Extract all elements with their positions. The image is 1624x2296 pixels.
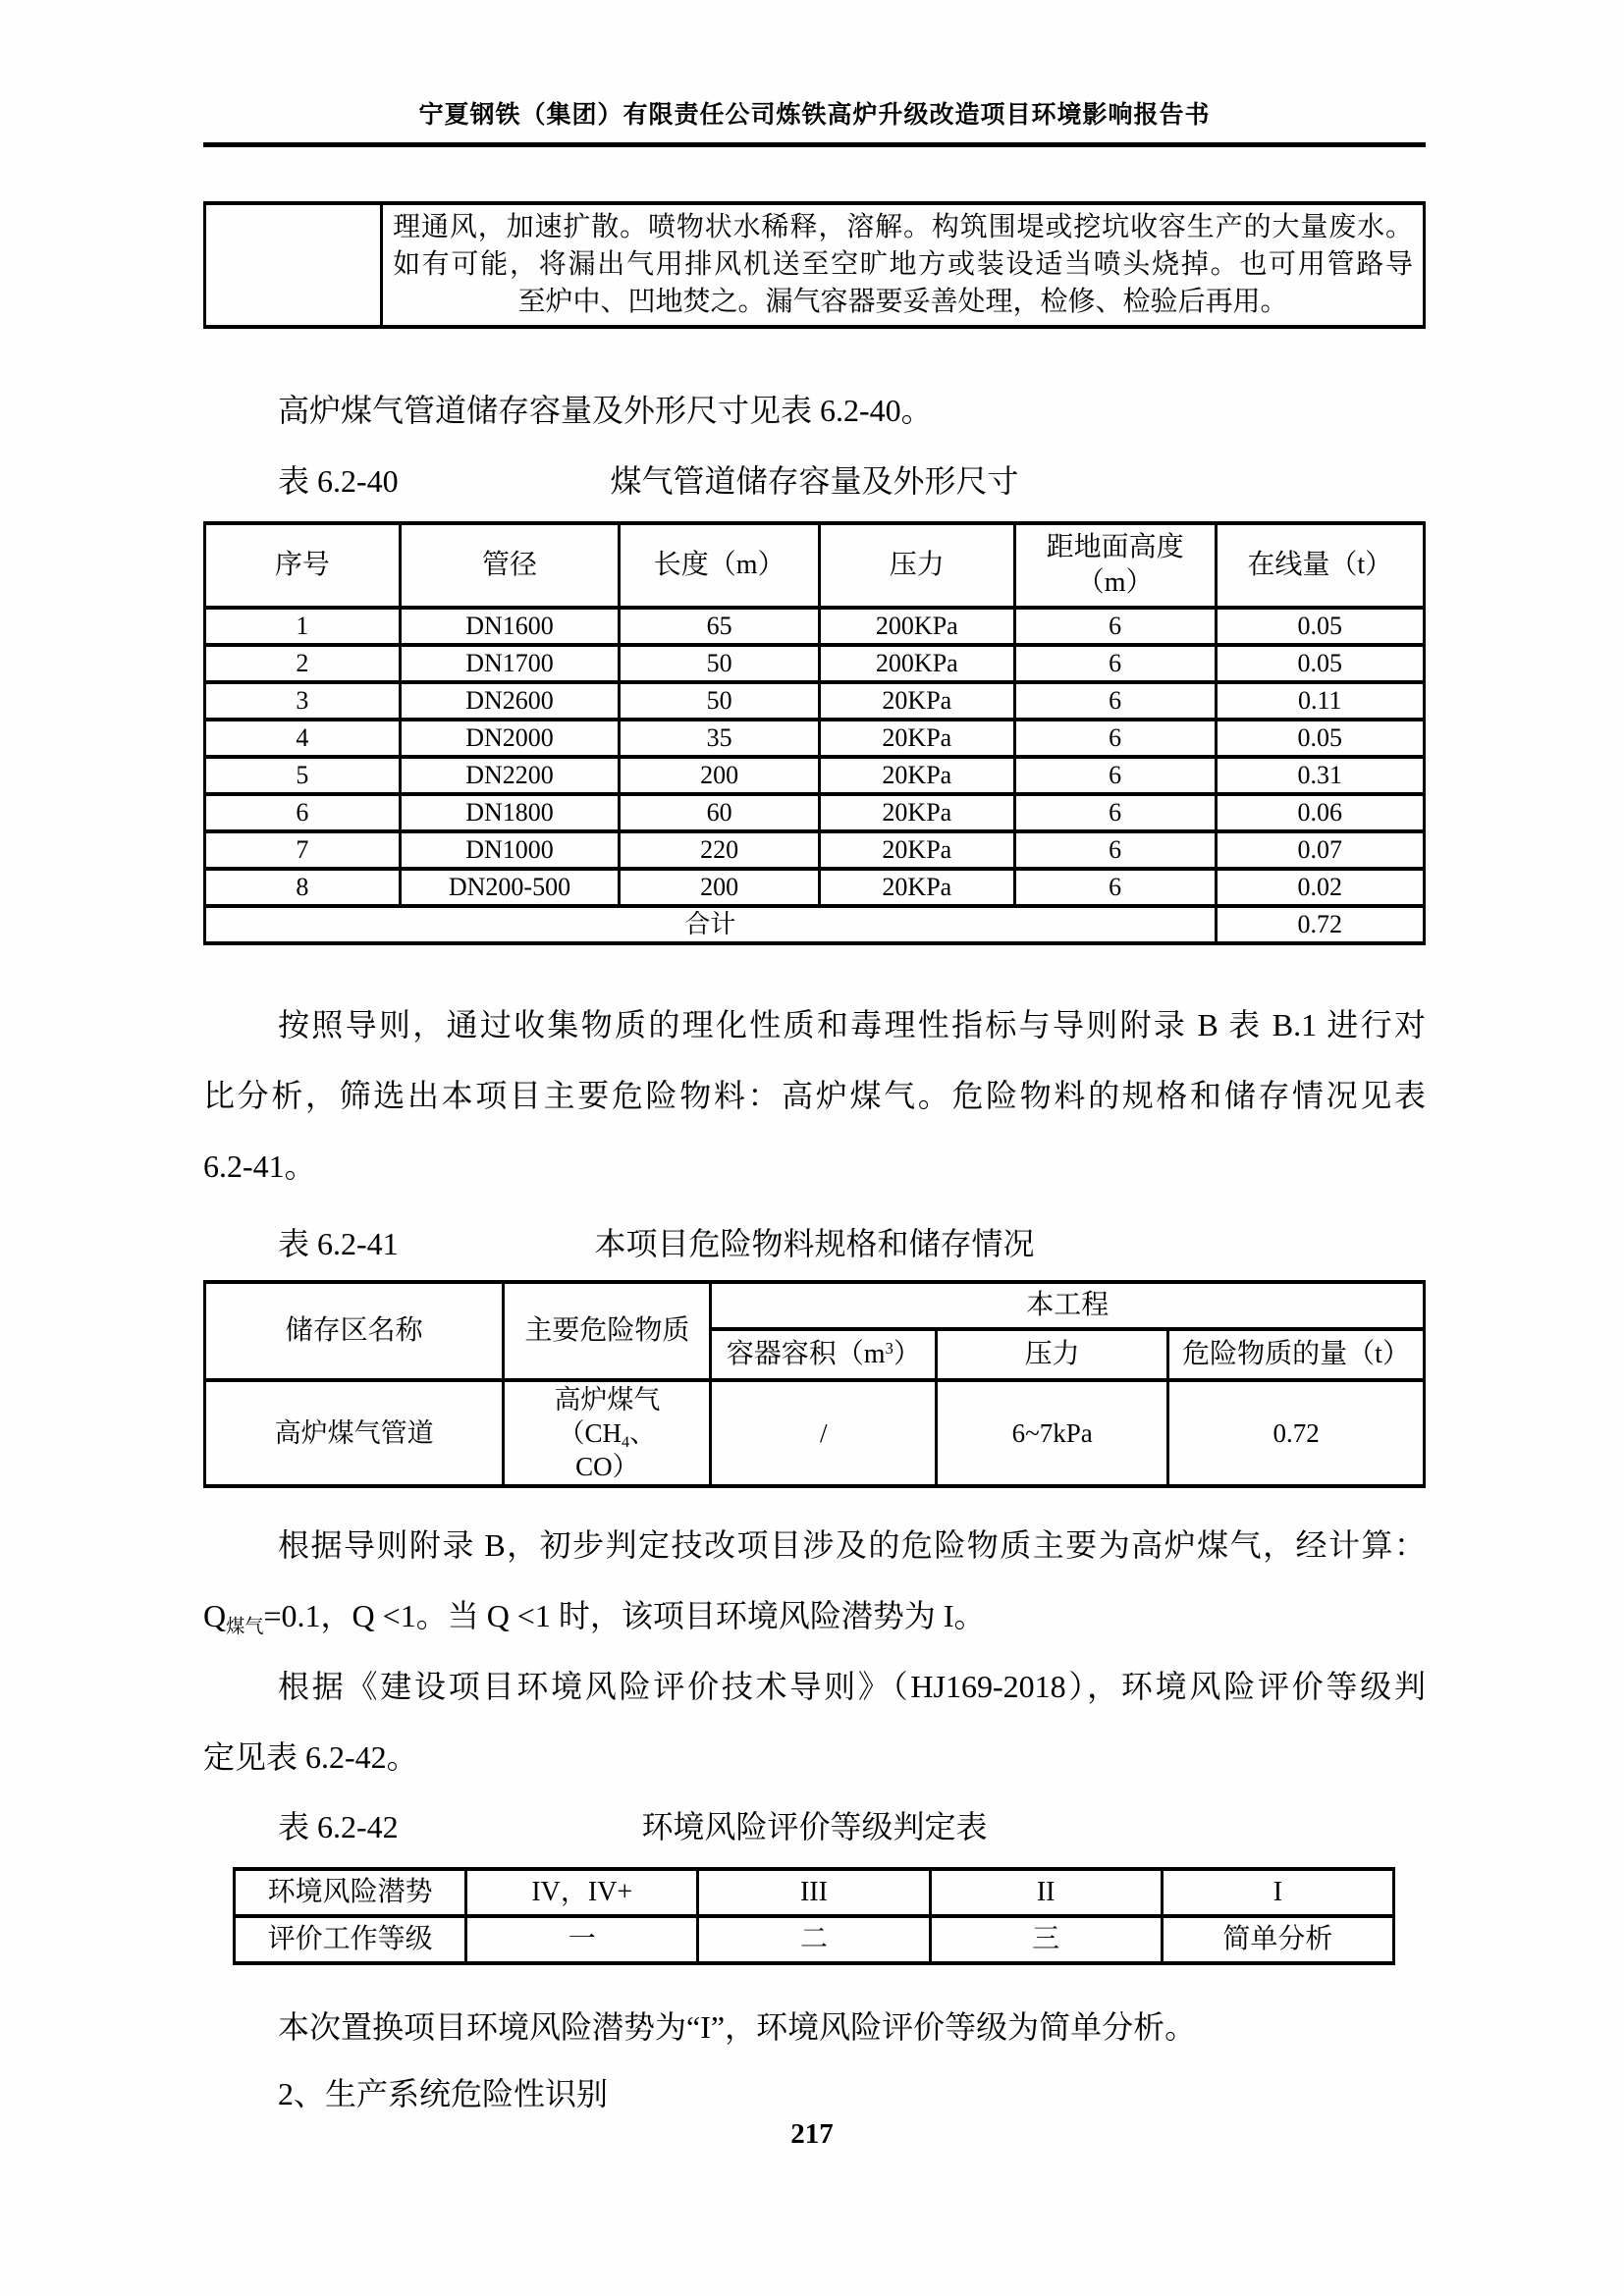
table-cell: 6 [205, 794, 401, 831]
table-cell: 20KPa [819, 682, 1014, 720]
table-cell: DN2200 [400, 757, 620, 794]
paragraph-analysis [203, 989, 1426, 1201]
table-cell: 200KPa [819, 645, 1014, 682]
table-cell: 0.05 [1216, 720, 1424, 757]
table-cell: I [1162, 1869, 1393, 1916]
table-cell: 0.72 [1168, 1380, 1425, 1486]
table-row [235, 1916, 1394, 1963]
table-cell: 1 [205, 608, 401, 645]
table-cell: 三 [930, 1916, 1162, 1963]
table-row [205, 757, 1425, 794]
continuation-table [203, 201, 1426, 329]
table-cell: 0.05 [1216, 608, 1424, 645]
table-cell: 200 [620, 757, 820, 794]
table-6-2-41 [203, 1280, 1426, 1488]
column-header: 压力 [937, 1329, 1168, 1380]
paragraph-intro: 高炉煤气管道储存容量及外形尺寸见表 6.2-40。 [278, 393, 933, 428]
table-cell: 65 [620, 608, 820, 645]
table-row [205, 608, 1425, 645]
column-header: 储存区名称 [205, 1282, 504, 1380]
column-header: 主要危险物质 [504, 1282, 711, 1380]
paragraph-line: 比分析，筛选出本项目主要危险物料：高炉煤气。危险物料的规格和储存情况见表 [203, 1078, 1426, 1113]
table-cell: DN1800 [400, 794, 620, 831]
table-cell: 220 [620, 831, 820, 869]
table42-caption-label: 表 6.2-42 [278, 1809, 399, 1844]
table-cell: 6 [1014, 757, 1216, 794]
table-cell: 0.31 [1216, 757, 1424, 794]
column-header: 距地面高度（m） [1014, 523, 1216, 608]
row-header: 环境风险潜势 [235, 1869, 466, 1916]
table-row [235, 1869, 1394, 1916]
superscript: 3 [885, 1338, 893, 1358]
table-cell: DN1600 [400, 608, 620, 645]
paragraph-line: 根据导则附录 B，初步判定技改项目涉及的危险物质主要为高炉煤气，经计算： [278, 1527, 1426, 1563]
paragraph-conclusion: 本次置换项目环境风险潜势为“I”，环境风险评价等级为简单分析。 [278, 2009, 1197, 2045]
table-cell: 6 [1014, 608, 1216, 645]
section-heading: 2、生产系统危险性识别 [278, 2076, 609, 2111]
row-header: 评价工作等级 [235, 1916, 466, 1963]
paragraph-line-q: $Q_{煤气}=0.1$，Q <1。当 Q <1 时，该项目环境风险潜势为 I。 [203, 1598, 986, 1637]
table-cell: 4 [205, 720, 401, 757]
table-row [205, 831, 1425, 869]
table-cell: 5 [205, 757, 401, 794]
table-row [205, 203, 1425, 327]
table-cell: 0.05 [1216, 645, 1424, 682]
table41-caption [203, 1223, 1426, 1264]
paragraph-grade [203, 1651, 1426, 1792]
measure-text-line: 理通风，加速扩散。喷物状水稀释，溶解。构筑围堤或挖坑收容生产的大量废水。 [393, 212, 1413, 242]
table-cell: 20KPa [819, 720, 1014, 757]
table41-caption-title: 本项目危险物料规格和储存情况 [594, 1226, 1035, 1261]
table-6-2-40 [203, 521, 1426, 945]
table-cell: 6 [1014, 645, 1216, 682]
header-rule [203, 142, 1426, 147]
page-number: 217 [790, 2118, 834, 2150]
table-cell: IV，IV+ [466, 1869, 698, 1916]
table-cell: 50 [620, 645, 820, 682]
table-cell: DN2600 [400, 682, 620, 720]
column-header-project: 本工程 [711, 1282, 1425, 1329]
table-cell: 6 [1014, 682, 1216, 720]
subscript: 4 [622, 1432, 630, 1451]
table-cell: 一 [466, 1916, 698, 1963]
table-cell: 20KPa [819, 794, 1014, 831]
table-cell-measures [382, 203, 1425, 327]
total-label-cell: 合计 [205, 906, 1217, 943]
table-cell: 简单分析 [1162, 1916, 1393, 1963]
table-cell: 7 [205, 831, 401, 869]
table40-caption-label: 表 6.2-40 [278, 463, 399, 499]
table-cell: / [711, 1380, 937, 1486]
table-cell: DN1000 [400, 831, 620, 869]
table-cell: 200KPa [819, 608, 1014, 645]
paragraph-risk-calc [203, 1510, 1426, 1651]
column-header-volume: 容器容积$(m^3)$ [711, 1329, 937, 1380]
paragraph-line: 按照导则，通过收集物质的理化性质和毒理性指标与导则附录 B 表 B.1 进行对 [278, 1007, 1426, 1042]
table-cell: DN200-500 [400, 869, 620, 906]
table41-caption-label: 表 6.2-41 [278, 1226, 399, 1261]
paragraph-line: 定见表 6.2-42。 [203, 1739, 418, 1775]
table-cell: 2 [205, 645, 401, 682]
table-row [205, 1380, 1425, 1486]
table-cell: 60 [620, 794, 820, 831]
subscript: 煤气 [226, 1616, 264, 1637]
paragraph-line: 根据《建设项目环境风险评价技术导则》（HJ169-2018），环境风险评价等级判 [278, 1669, 1426, 1704]
column-header: 危险物质的量（t） [1168, 1329, 1425, 1380]
table42-caption [203, 1806, 1426, 1847]
table-row [205, 682, 1425, 720]
table42-caption-title: 环境风险评价等级判定表 [641, 1809, 988, 1844]
column-header: 管径 [400, 523, 620, 608]
table-row [205, 720, 1425, 757]
table-cell: 8 [205, 869, 401, 906]
table-cell: 6 [1014, 794, 1216, 831]
table-cell: 35 [620, 720, 820, 757]
table-cell: DN2000 [400, 720, 620, 757]
table-cell: 3 [205, 682, 401, 720]
table-cell: 20KPa [819, 831, 1014, 869]
paragraph-line: 6.2-41。 [203, 1148, 316, 1184]
table-cell: 0.07 [1216, 831, 1424, 869]
table40-caption-title: 煤气管道储存容量及外形尺寸 [610, 463, 1019, 499]
table-cell: 二 [698, 1916, 930, 1963]
column-header: 压力 [819, 523, 1014, 608]
table-cell: 50 [620, 682, 820, 720]
table-cell: 20KPa [819, 757, 1014, 794]
column-header: 在线量（t） [1216, 523, 1424, 608]
table-cell: III [698, 1869, 930, 1916]
table-cell: DN1700 [400, 645, 620, 682]
table-header-row [205, 523, 1425, 608]
table-cell: 0.11 [1216, 682, 1424, 720]
table-cell: 6 [1014, 720, 1216, 757]
table-row [205, 869, 1425, 906]
table-row [205, 645, 1425, 682]
report-header-title: 宁夏钢铁（集团）有限责任公司炼铁高炉升级改造项目环境影响报告书 [418, 102, 1211, 129]
table-cell: II [930, 1869, 1162, 1916]
table-cell-substance: 高炉煤气（$CH_4$、 CO） [504, 1380, 711, 1486]
table-cell: 6 [1014, 869, 1216, 906]
table-cell: 200 [620, 869, 820, 906]
table-6-2-42 [233, 1867, 1395, 1965]
total-value-cell: 0.72 [1216, 906, 1424, 943]
table-total-row [205, 906, 1425, 943]
column-header: 序号 [205, 523, 401, 608]
table-cell: 6~7kPa [937, 1380, 1168, 1486]
table40-caption [203, 460, 1426, 502]
measure-text-line: 至炉中、凹地焚之。漏气容器要妥善处理，检修、检验后再用。 [517, 287, 1288, 317]
table-cell: 0.02 [1216, 869, 1424, 906]
table-cell: 0.06 [1216, 794, 1424, 831]
document-header [203, 0, 1426, 147]
column-header: 长度（m） [620, 523, 820, 608]
table-cell: 6 [1014, 831, 1216, 869]
table-header-row [205, 1282, 1425, 1329]
table-cell: 20KPa [819, 869, 1014, 906]
table-row [205, 794, 1425, 831]
table-cell-empty [205, 203, 382, 327]
table-cell: 高炉煤气管道 [205, 1380, 504, 1486]
measure-text-line: 如有可能，将漏出气用排风机送至空旷地方或装设适当喷头烧掉。也可用管路导 [393, 249, 1413, 280]
